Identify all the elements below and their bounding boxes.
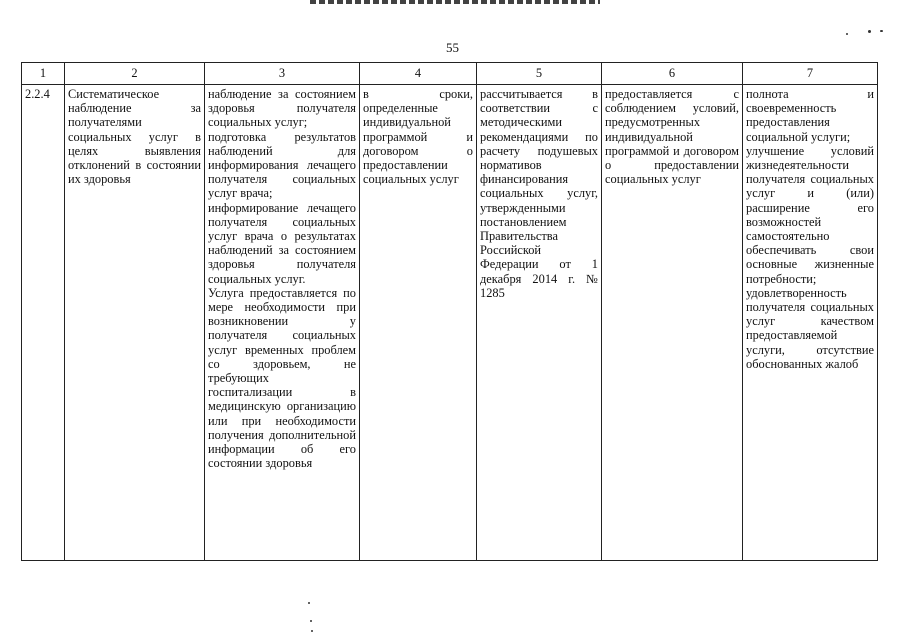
service-conditions: предоставляется с соблюдением условий, предусмотренных индивидуальной программой и договором о предоставлении социальных услуг <box>605 87 739 187</box>
service-terms-cell <box>360 85 477 561</box>
page-number: 55 <box>446 40 459 55</box>
table-row <box>22 85 878 561</box>
service-indicators: полнота и своевременность предоставления социальной услуги; улучшение условий жизнедеятельности получателя социальных услуг и (или) расширение его возможностей самостоятельно обеспечивать свои основные жизненные потребности; удовлетворенность получателя социальных услуг качеством предоставляемой услуги, отсутствие обоснованных жалоб <box>746 87 874 371</box>
service-indicators-cell <box>743 85 878 561</box>
column-header: 1 <box>22 63 65 85</box>
services-table <box>21 62 878 561</box>
column-header: 2 <box>65 63 205 85</box>
column-header: 6 <box>602 63 743 85</box>
scan-speck <box>880 30 883 32</box>
column-header: 7 <box>743 63 878 85</box>
service-name-cell <box>65 85 205 561</box>
service-code-cell <box>22 85 65 561</box>
table-header-row <box>22 63 878 85</box>
scan-speck <box>310 620 312 622</box>
service-description: наблюдение за состоянием здоровья получателя социальных услуг; подготовка результатов наблюдений для информирования лечащего получателя социальных услуг врача; информирование лечащего получателя социальных услуг врача о результатах наблюдений за состоянием здоровья получателя социальных услуг. Услуга предоставляется по мере необходимости при возникновении у получателя социальных услуг временных проблем со здоровьем, не требующих госпитализации в медицинскую организацию или при необходимости получения дополнительной информации об его состоянии здоровья <box>208 87 356 471</box>
column-header: 3 <box>205 63 360 85</box>
column-header: 4 <box>360 63 477 85</box>
scan-artifact-top <box>310 0 600 4</box>
service-tariff: рассчитывается в соответствии с методическими рекомендациями по расчету подушевых нормативов финансирования социальных услуг, утвержденными постановлением Правительства Российской Федерации от 1 декабря 2014 г. № 1285 <box>480 87 598 300</box>
scan-speck <box>311 630 313 632</box>
column-header: 5 <box>477 63 602 85</box>
service-name: Систематическое наблюдение за получателями социальных услуг в целях выявления отклонений в состоянии их здоровья <box>68 87 201 187</box>
service-terms: в сроки, определенные индивидуальной программой и договором о предоставлении социальных услуг <box>363 87 473 187</box>
service-code: 2.2.4 <box>25 87 50 101</box>
service-description-cell <box>205 85 360 561</box>
service-conditions-cell <box>602 85 743 561</box>
scan-speck <box>868 30 871 33</box>
service-tariff-cell <box>477 85 602 561</box>
scan-speck <box>308 602 310 604</box>
scan-speck <box>846 33 848 35</box>
